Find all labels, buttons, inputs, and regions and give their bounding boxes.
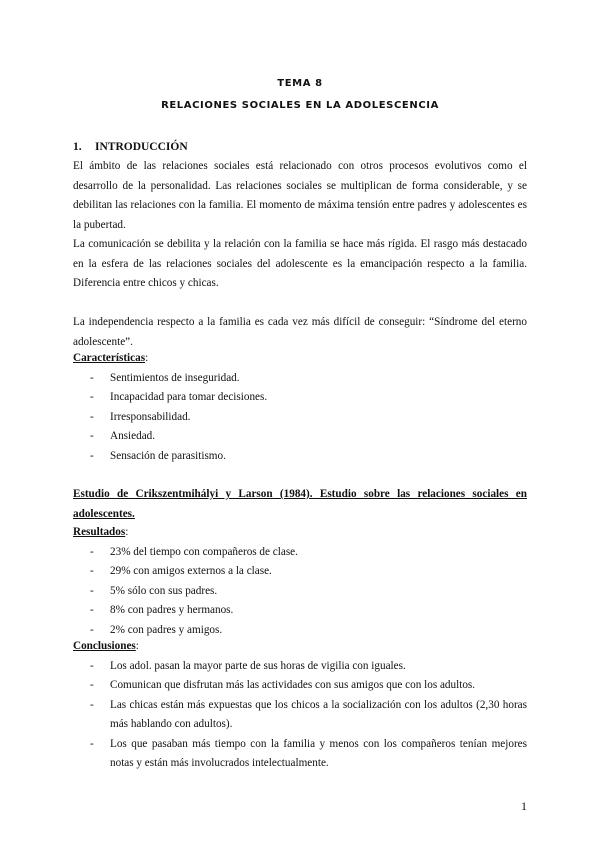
list-item: - Sentimientos de inseguridad. (73, 369, 527, 389)
list-item: - Los adol. pasan la mayor parte de sus horas de vigilia con iguales. (73, 657, 527, 677)
results-heading: Resultados: (73, 526, 129, 538)
intro-paragraph-1: El ámbito de las relaciones sociales está relacionado con otros procesos evolutivos como el desarrollo de la personalidad. Las relaciones sociales se multiplican de forma considerable, y se debilitan las relaciones con la familia. El momento de máxima tensión entre padres y adolescentes es la pubertad. (73, 160, 527, 231)
list-item: - Las chicas están más expuestas que los chicos a la socialización con los adultos (2,30 horas más hablando con adultos). (73, 696, 527, 735)
results-label: Resultados (73, 526, 126, 538)
list-item: - Los que pasaban más tiempo con la familia y menos con los compañeros tenían mejores notas y están más involucrados intelectualmente. (73, 735, 527, 774)
page-number: 1 (521, 799, 527, 813)
results-section (73, 523, 527, 640)
characteristics-label: Características (73, 352, 146, 364)
conclusions-section (73, 637, 527, 774)
list-item: - Irresponsabilidad. (73, 408, 527, 428)
list-item: - Sensación de parasitismo. (73, 447, 527, 467)
intro-paragraph-3: La independencia respecto a la familia es cada vez más difícil de conseguir: “Síndrome del eterno adolescente”. (73, 316, 527, 348)
list-item: - 2% con padres y amigos. (73, 621, 527, 641)
section-title: INTRODUCCIÓN (95, 141, 188, 153)
characteristics-section (73, 349, 527, 466)
list-item: - Ansiedad. (73, 427, 527, 447)
list-item: - 8% con padres y hermanos. (73, 601, 527, 621)
list-item: - 29% con amigos externos a la clase. (73, 562, 527, 582)
page-title: RELACIONES SOCIALES EN LA ADOLESCENCIA (161, 100, 439, 111)
list-item: - 5% sólo con sus padres. (73, 582, 527, 602)
characteristics-heading: Características: (73, 352, 149, 364)
section-number: 1. (73, 141, 82, 153)
study-title: Estudio de Crikszentmihályi y Larson (1984). Estudio sobre las relaciones sociales en adolescentes. (73, 488, 527, 520)
intro-paragraph-2: La comunicación se debilita y la relación con la familia se hace más rígida. El rasgo más destacado en la esfera de las relaciones sociales del adolescente es la emancipación respecto a la familia. Diferencia entre chicos y chicas. (73, 238, 527, 289)
results-list (73, 543, 527, 641)
tema-heading: TEMA 8 (277, 78, 323, 89)
list-item: - Incapacidad para tomar decisiones. (73, 388, 527, 408)
conclusions-list (73, 657, 527, 774)
conclusions-label: Conclusiones (73, 640, 136, 652)
list-item: - 23% del tiempo con compañeros de clase. (73, 543, 527, 563)
conclusions-heading: Conclusiones: (73, 640, 139, 652)
list-item: - Comunican que disfrutan más las actividades con sus amigos que con los adultos. (73, 676, 527, 696)
characteristics-list (73, 369, 527, 467)
section-heading (73, 138, 527, 158)
